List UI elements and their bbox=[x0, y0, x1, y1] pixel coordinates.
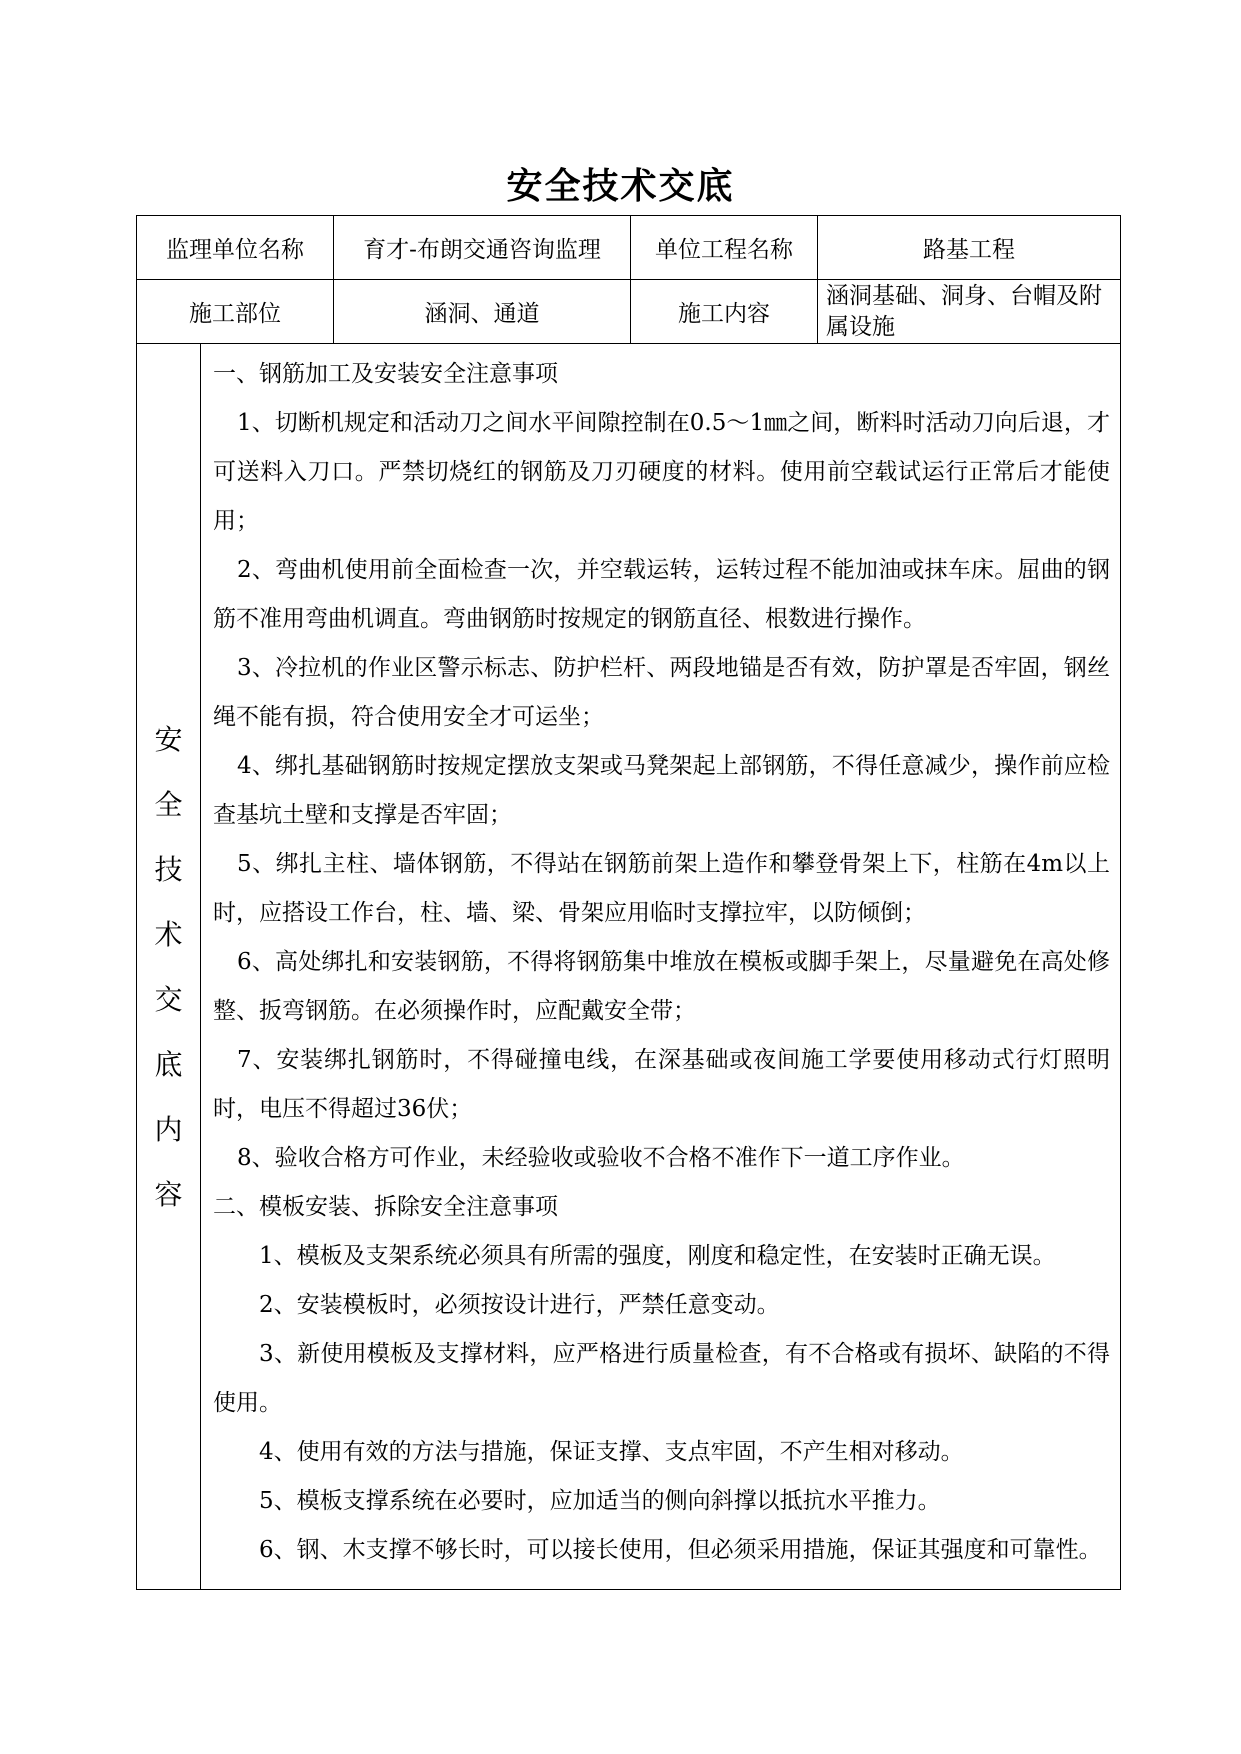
value-construction-part: 涵洞、通道 bbox=[334, 280, 631, 344]
label-construction-content: 施工内容 bbox=[631, 280, 818, 344]
side-label bbox=[137, 344, 201, 1590]
side-label-char: 内 bbox=[154, 1112, 183, 1146]
section-2-item: 4、使用有效的方法与措施，保证支撑、支点牢固，不产生相对移动。 bbox=[259, 1439, 964, 1465]
disclosure-content bbox=[201, 344, 1121, 1590]
disclosure-table bbox=[136, 215, 1121, 1590]
value-supervision-unit: 育才-布朗交通咨询监理 bbox=[334, 216, 631, 280]
side-label-char: 全 bbox=[154, 787, 183, 821]
label-construction-part: 施工部位 bbox=[137, 280, 334, 344]
side-label-char: 交 bbox=[154, 982, 183, 1016]
section-2-title: 二、模板安装、拆除安全注意事项 bbox=[213, 1194, 558, 1220]
side-label-char: 术 bbox=[154, 917, 183, 951]
side-label-char: 安 bbox=[154, 722, 183, 756]
section-2-item: 2、安装模板时，必须按设计进行，严禁任意变动。 bbox=[259, 1292, 780, 1318]
header-row-1 bbox=[137, 216, 1121, 280]
section-1-item: 2、弯曲机使用前全面检查一次，并空载运转，运转过程不能加油或抹车床。屈曲的钢筋不准用弯曲机调直。弯曲钢筋时按规定的钢筋直径、根数进行操作。 bbox=[213, 557, 1110, 632]
label-project-name: 单位工程名称 bbox=[631, 216, 818, 280]
section-1-title: 一、钢筋加工及安装安全注意事项 bbox=[213, 361, 558, 387]
section-2-item: 1、模板及支架系统必须具有所需的强度，刚度和稳定性，在安装时正确无误。 bbox=[259, 1243, 1056, 1269]
label-supervision-unit: 监理单位名称 bbox=[137, 216, 334, 280]
section-1-item: 7、安装绑扎钢筋时，不得碰撞电线，在深基础或夜间施工学要使用移动式行灯照明时，电压不得超过36伏； bbox=[213, 1047, 1110, 1122]
side-label-char: 底 bbox=[154, 1047, 183, 1081]
section-1-item: 8、验收合格方可作业，未经验收或验收不合格不准作下一道工序作业。 bbox=[237, 1145, 965, 1171]
side-label-char: 容 bbox=[154, 1177, 183, 1211]
value-construction-content: 涵洞基础、洞身、台帽及附属设施 bbox=[818, 280, 1121, 344]
value-project-name: 路基工程 bbox=[818, 216, 1121, 280]
section-1-item: 6、高处绑扎和安装钢筋，不得将钢筋集中堆放在模板或脚手架上，尽量避免在高处修整、扳弯钢筋。在必须操作时，应配戴安全带； bbox=[213, 949, 1110, 1024]
content-row bbox=[137, 344, 1121, 1590]
section-2-item: 3、新使用模板及支撑材料，应严格进行质量检查，有不合格或有损坏、缺陷的不得使用。 bbox=[213, 1341, 1110, 1416]
section-1-item: 5、绑扎主柱、墙体钢筋，不得站在钢筋前架上造作和攀登骨架上下，柱筋在4m以上时，应搭设工作台，柱、墙、梁、骨架应用临时支撑拉牢，以防倾倒； bbox=[213, 851, 1110, 926]
section-1-item: 3、冷拉机的作业区警示标志、防护栏杆、两段地锚是否有效，防护罩是否牢固，钢丝绳不能有损，符合使用安全才可运坐； bbox=[213, 655, 1110, 730]
document-title: 安全技术交底 bbox=[506, 165, 735, 207]
header-row-2 bbox=[137, 280, 1121, 344]
side-label-char: 技 bbox=[154, 852, 183, 886]
section-1-item: 4、绑扎基础钢筋时按规定摆放支架或马凳架起上部钢筋，不得任意减少，操作前应检查基坑土壁和支撑是否牢固； bbox=[213, 753, 1110, 828]
section-2-item: 6、钢、木支撑不够长时，可以接长使用，但必须采用措施，保证其强度和可靠性。 bbox=[259, 1537, 1102, 1563]
section-2-item: 5、模板支撑系统在必要时，应加适当的侧向斜撑以抵抗水平推力。 bbox=[259, 1488, 941, 1514]
section-1-item: 1、切断机规定和活动刀之间水平间隙控制在0.5～1㎜之间，断料时活动刀向后退，才可送料入刀口。严禁切烧红的钢筋及刀刃硬度的材料。使用前空载试运行正常后才能使用； bbox=[213, 410, 1110, 534]
